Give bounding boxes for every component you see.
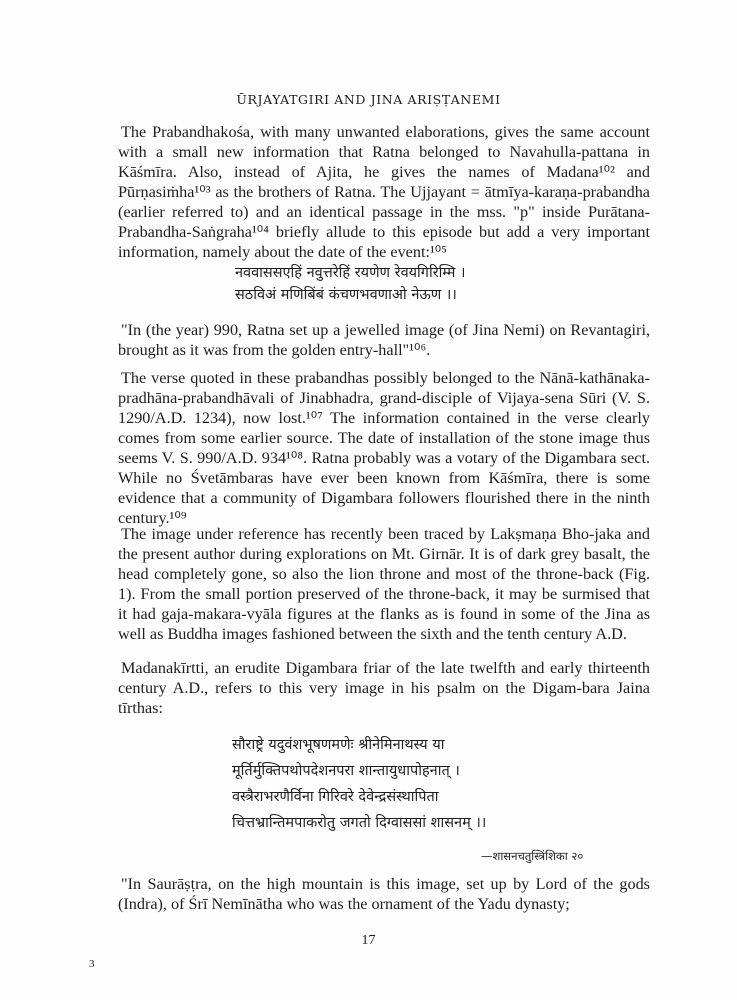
paragraph-text: The verse quoted in these prabandhas possibly belonged to the Nānā-kathānaka-pradhāna-prabandhāvali of Jinabhadra, grand-disciple of Vijaya-sena Sūri (V. S. 1290/A.D. 1234), now lost.¹⁰⁷ The information contained in the verse clearly comes from some earlier source. The date of installation of the stone image thus seems V. S. 990/A.D. 934¹⁰⁸. Ratna probably was a votary of the Digambara sect. While no Śvetāmbaras have ever been known from Kāśmīra, there is some evidence that a community of Digambara followers flourished there in the ninth century.¹⁰⁹ <box>118 369 650 527</box>
paragraph-text: "In (the year) 990, Ratna set up a jewelled image (of Jina Nemi) on Revantagiri, brought as it was from the golden entry-hall"¹⁰⁶. <box>118 321 650 359</box>
paragraph-verse-origin <box>118 368 650 528</box>
verse-line: वस्त्रैराभरणैर्विना गिरिवरे देवेन्द्रसंस्थापिता <box>232 789 439 805</box>
page-number: 17 <box>361 933 376 948</box>
paragraph-text: Madanakīrtti, an erudite Digambara friar of the late twelfth and early thirteenth century A.D., refers to this very image in his psalm on the Digam-bara Jaina tīrthas: <box>118 659 650 717</box>
paragraph-translation <box>118 320 650 360</box>
verse-line: सौराष्ट्रे यदुवंशभूषणमणेः श्रीनेमिनाथस्य या <box>232 737 445 753</box>
corner-mark: 3 <box>89 958 95 970</box>
paragraph-text: "In Saurāṣṭra, on the high mountain is this image, set up by Lord of the gods (Indra), of Śrī Nemīnātha who was the ornament of the Yadu dynasty; <box>118 875 650 913</box>
paragraph-text: The image under reference has recently been traced by Lakṣmaṇa Bho-jaka and the present author during explorations on Mt. Girnār. It is of dark grey basalt, the head completely gone, so also the lion throne and most of the throne-back (Fig. 1). From the small portion preserved of the throne-back, it may be surmised that it had gaja-makara-vyāla figures at the flanks as is found in some of the Jina as well as Buddha images fashioned between the sixth and the tenth century A.D. <box>118 525 650 643</box>
paragraph-text: The Prabandhakośa, with many unwanted elaborations, gives the same account with a small new information that Ratna belonged to Navahulla-pattana in Kāśmīra. Also, instead of Ajita, he gives the names of Madana¹⁰² and Pūrṇasiṁha¹⁰³ as the brothers of Ratna. The Ujjayant = ātmīya-karaṇa-prabandha (earlier referred to) and an identical passage in the mss. "p" inside Purātana-Prabandha-Saṅgraha¹⁰⁴ briefly allude to this episode but add a very important information, namely about the date of the event:¹⁰⁵ <box>118 123 650 261</box>
prakrit-verse <box>235 262 466 306</box>
running-head: ŪRJAYATGIRI AND JINA ARIṢṬANEMI <box>236 92 501 107</box>
verse-line: मूर्तिर्मुक्तिपथोपदेशनपरा शान्तायुधापोहनात् । <box>232 763 460 779</box>
verse-source: —शासनचतुस्त्रिंशिका २० <box>481 849 584 863</box>
verse-line: नववाससएहिं नवुत्तरेहिं रयणेण रेवयगिरिम्मि । <box>235 265 466 281</box>
paragraph-prabandhakosa <box>118 122 650 262</box>
paragraph-madanakirtti <box>118 658 650 718</box>
verse-line: सठविअं मणिबिंबं कंचणभवणाओ नेऊण ।। <box>235 287 457 303</box>
paragraph-translation-2 <box>118 874 650 914</box>
sanskrit-verse <box>232 732 486 836</box>
paragraph-image-description <box>118 524 650 644</box>
verse-line: चित्तभ्रान्तिमपाकरोतु जगतो दिग्वाससां शासनम् ।। <box>232 815 487 831</box>
